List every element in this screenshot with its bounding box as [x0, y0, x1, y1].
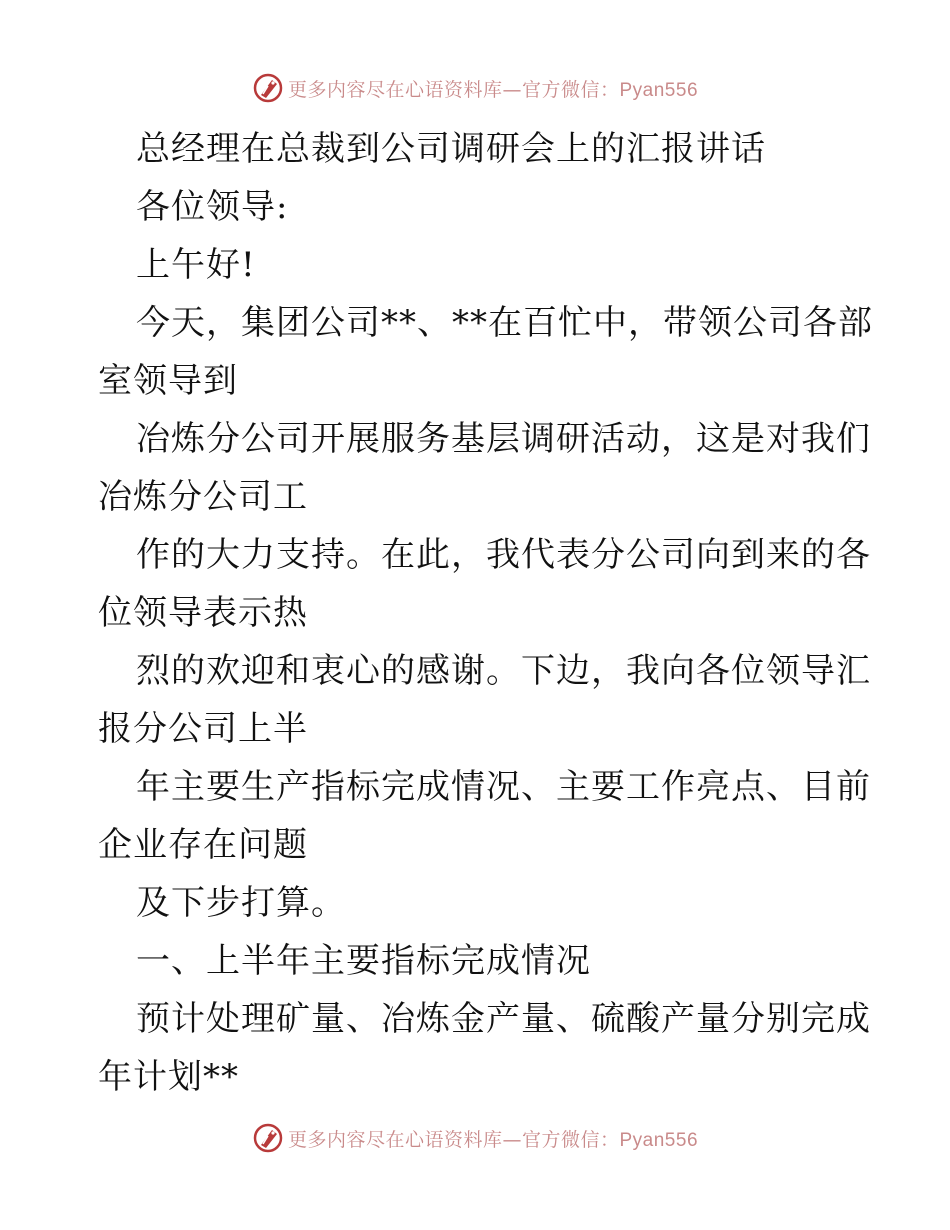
paragraph-line: 室领导到 [98, 361, 238, 401]
paragraph-line: 报分公司上半 [98, 709, 308, 749]
paragraph-line: 冶炼分公司工 [98, 477, 308, 517]
document-title: 总经理在总裁到公司调研会上的汇报讲话 [136, 129, 766, 169]
paragraph-line: 年主要生产指标完成情况、主要工作亮点、目前 [136, 767, 871, 807]
greeting: 上午好! [136, 245, 256, 285]
watermark-text: 更多内容尽在心语资料库—官方微信：Pyan556 [287, 1128, 699, 1151]
paragraph-line: 作的大力支持。在此，我代表分公司向到来的各 [136, 535, 871, 575]
paragraph-line: 冶炼分公司开展服务基层调研活动，这是对我们 [136, 419, 871, 459]
paragraph-line: 预计处理矿量、冶炼金产量、硫酸产量分别完成 [136, 999, 871, 1039]
pen-nib-logo-icon [252, 1122, 284, 1154]
section-heading: 一、上半年主要指标完成情况 [136, 941, 591, 981]
paragraph-line: 年计划** [98, 1057, 239, 1097]
footer-watermark [0, 1122, 950, 1154]
salutation: 各位领导: [136, 187, 289, 227]
paragraph-line: 及下步打算。 [136, 883, 346, 923]
watermark-text: 更多内容尽在心语资料库—官方微信：Pyan556 [287, 78, 699, 101]
header-watermark [0, 72, 950, 104]
paragraph-line: 今天，集团公司**、**在百忙中，带领公司各部 [136, 303, 873, 343]
watermark-id: Pyan556 [619, 79, 699, 101]
paragraph-line: 位领导表示热 [98, 593, 308, 633]
pen-nib-logo-icon [252, 72, 284, 104]
paragraph-line: 企业存在问题 [98, 825, 308, 865]
watermark-id: Pyan556 [619, 1129, 699, 1151]
paragraph-line: 烈的欢迎和衷心的感谢。下边，我向各位领导汇 [136, 651, 871, 691]
document-body [98, 120, 873, 1106]
